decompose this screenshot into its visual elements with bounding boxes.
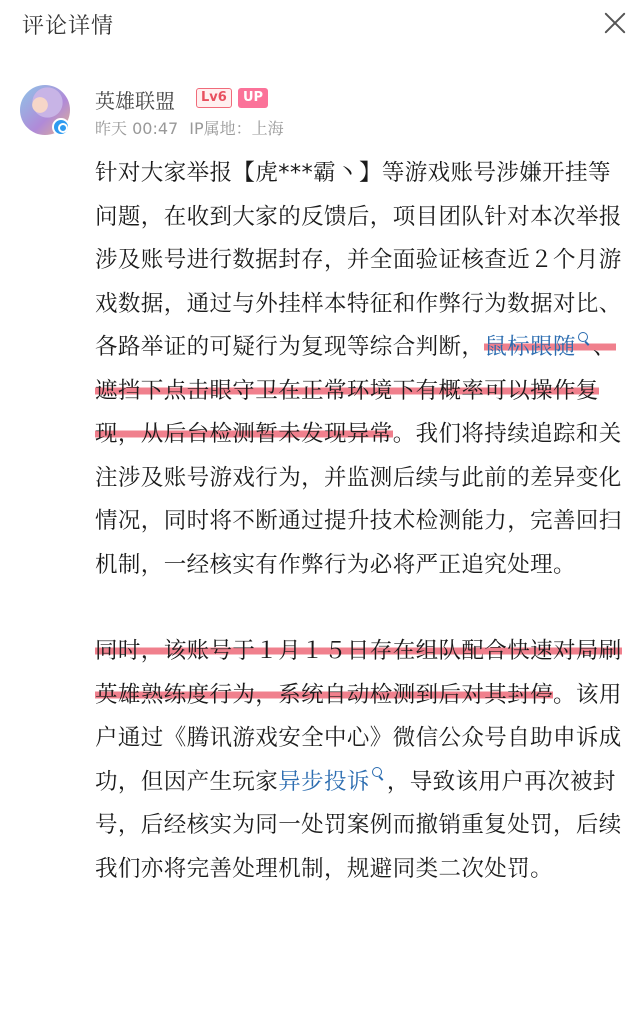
search-link-mouse-follow[interactable]: 鼠标跟随: [484, 334, 576, 360]
verified-badge-icon: [52, 118, 70, 136]
paragraph-2: [95, 630, 623, 891]
comment-time: 昨天 00:47: [95, 119, 179, 138]
comment-content: [95, 152, 623, 891]
search-icon[interactable]: [372, 767, 384, 781]
highlighted-text: 同时，该账号于１月１５日存在组队配合快速对局刷英雄熟练度行为，系统自动检测到后对其封停: [95, 638, 622, 708]
search-icon[interactable]: [578, 332, 590, 346]
page-title: 评论详情: [22, 14, 115, 39]
close-icon[interactable]: [600, 8, 630, 38]
search-link-async-report[interactable]: 异步投诉: [278, 768, 370, 795]
text-segment: 针对大家举报【虎***霸丶】等游戏账号涉嫌开挂等问题，在收到大家的反馈后，项目团队针对本次举报涉及账号进行数据封存，并全面验证核查近２个月游戏数据，通过与外挂样本特征和作弊行为数据对比、各路举证的可疑行为复现等综合判断，: [95, 160, 622, 360]
header: [0, 0, 640, 50]
paragraph-1: [95, 152, 623, 587]
up-badge: UP: [238, 88, 268, 108]
text-segment: ，导致该用户再次被封号，后经核实为同一处罚案例而撤销重复处罚，后续我们亦将完善处理机制，规避同类二次处罚。: [95, 768, 622, 882]
text-segment: 。我们将持续追踪和关注涉及账号游戏行为，并监测后续与此前的差异变化情况，同时将不断通过提升技术检测能力，完善回扫机制，一经核实有作弊行为必将严正追究处理。: [95, 421, 622, 578]
level-badge: Lv6: [196, 88, 232, 108]
text-segment: 。该用户通过《腾讯游戏安全中心》微信公众号自助申诉成功，但因产生玩家: [95, 681, 622, 795]
ip-location: IP属地：上海: [189, 119, 284, 138]
comment-meta: [95, 116, 290, 139]
text-segment: 、遮挡下点击眼守卫在正常环境下有概率可以操作复现，从后台检测暂未发现异常: [95, 334, 616, 447]
author-name[interactable]: 英雄联盟: [95, 89, 175, 113]
